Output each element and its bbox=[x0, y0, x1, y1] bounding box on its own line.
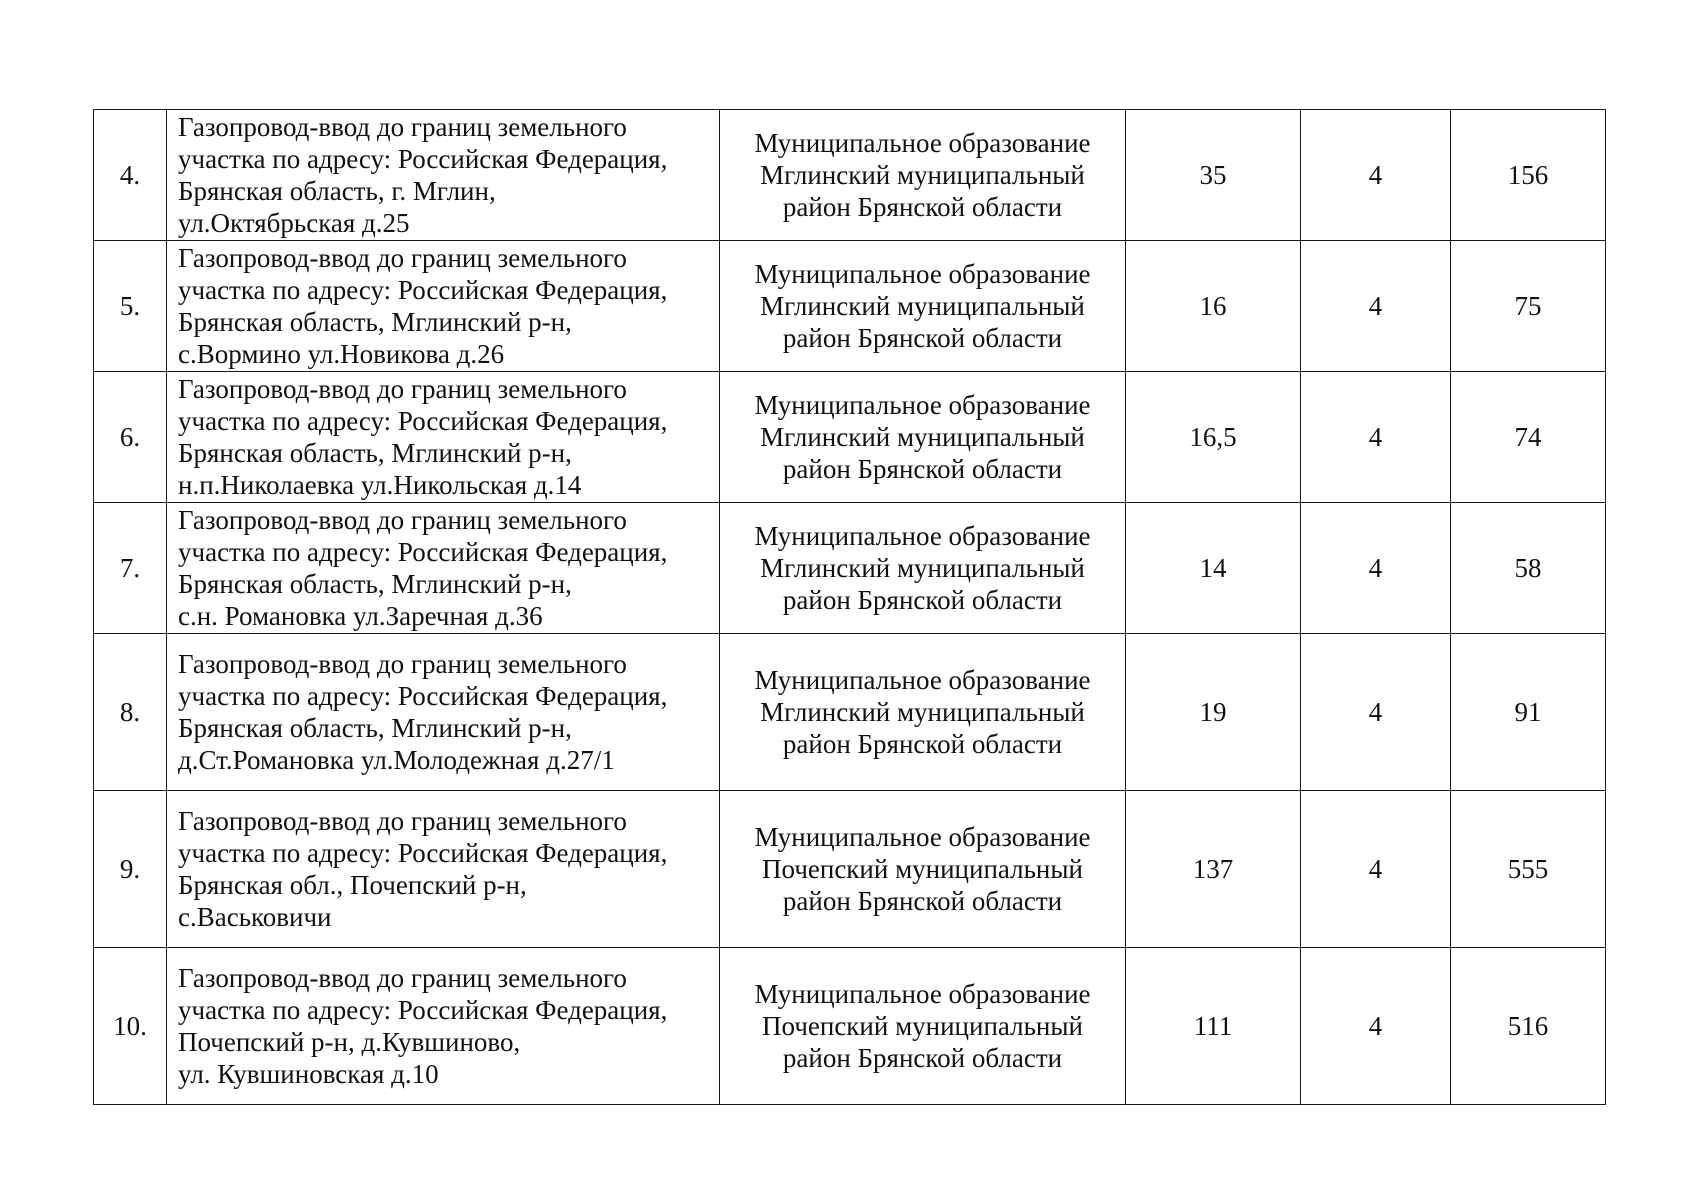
owner-line: Муниципальное образование bbox=[754, 822, 1091, 852]
objects-table bbox=[93, 109, 1606, 1105]
object-name-line: участка по адресу: Российская Федерация, bbox=[178, 537, 668, 567]
object-name-line: Брянская область, Мглинский р-н, bbox=[178, 713, 572, 743]
object-name-line: Газопровод-ввод до границ земельного bbox=[178, 505, 627, 535]
owner-line: Мглинский муниципальный bbox=[760, 422, 1085, 452]
row-number-cell: 6. bbox=[94, 372, 167, 503]
object-name-cell bbox=[167, 372, 720, 503]
value-cell-col5: 4 bbox=[1301, 791, 1451, 948]
object-name-line: Почепский р-н, д.Кувшиново, bbox=[178, 1027, 521, 1057]
owner-cell bbox=[720, 110, 1126, 241]
object-name-line: с.н. Романовка ул.Заречная д.36 bbox=[178, 601, 543, 631]
value-cell-col5: 4 bbox=[1301, 503, 1451, 634]
object-name-line: Брянская обл., Почепский р-н, bbox=[178, 870, 527, 900]
row-number-cell: 4. bbox=[94, 110, 167, 241]
object-name-line: Брянская область, Мглинский р-н, bbox=[178, 438, 572, 468]
object-name-line: с.Васьковичи bbox=[178, 902, 332, 932]
object-name-line: участка по адресу: Российская Федерация, bbox=[178, 838, 668, 868]
row-number-cell: 10. bbox=[94, 948, 167, 1105]
object-name-cell bbox=[167, 791, 720, 948]
row-number-cell: 9. bbox=[94, 791, 167, 948]
owner-line: Мглинский муниципальный bbox=[760, 553, 1085, 583]
object-name-cell bbox=[167, 948, 720, 1105]
value-cell-col4: 19 bbox=[1126, 634, 1301, 791]
owner-line: Муниципальное образование bbox=[754, 521, 1091, 551]
owner-line: Мглинский муниципальный bbox=[760, 697, 1085, 727]
object-name-line: Газопровод-ввод до границ земельного bbox=[178, 806, 627, 836]
object-name-line: Газопровод-ввод до границ земельного bbox=[178, 963, 627, 993]
table-row bbox=[94, 241, 1606, 372]
value-cell-col6: 74 bbox=[1451, 372, 1606, 503]
object-name-cell bbox=[167, 634, 720, 791]
object-name-line: участка по адресу: Российская Федерация, bbox=[178, 144, 668, 174]
owner-line: район Брянской области bbox=[782, 886, 1063, 916]
object-name-line: Брянская область, г. Мглин, bbox=[178, 176, 496, 206]
object-name-line: ул. Кувшиновская д.10 bbox=[178, 1059, 439, 1089]
value-cell-col5: 4 bbox=[1301, 110, 1451, 241]
object-name-line: участка по адресу: Российская Федерация, bbox=[178, 275, 668, 305]
owner-cell bbox=[720, 634, 1126, 791]
object-name-line: Брянская область, Мглинский р-н, bbox=[178, 307, 572, 337]
value-cell-col5: 4 bbox=[1301, 241, 1451, 372]
owner-line: Муниципальное образование bbox=[754, 259, 1091, 289]
owner-line: район Брянской области bbox=[782, 192, 1063, 222]
object-name-line: Газопровод-ввод до границ земельного bbox=[178, 243, 627, 273]
value-cell-col6: 58 bbox=[1451, 503, 1606, 634]
owner-line: Мглинский муниципальный bbox=[760, 160, 1085, 190]
owner-line: Мглинский муниципальный bbox=[760, 291, 1085, 321]
value-cell-col5: 4 bbox=[1301, 372, 1451, 503]
object-name-line: Газопровод-ввод до границ земельного bbox=[178, 649, 627, 679]
object-name-line: ул.Октябрьская д.25 bbox=[178, 208, 410, 238]
table-row bbox=[94, 110, 1606, 241]
owner-line: район Брянской области bbox=[782, 585, 1063, 615]
table-row bbox=[94, 372, 1606, 503]
row-number-cell: 7. bbox=[94, 503, 167, 634]
table-row bbox=[94, 791, 1606, 948]
object-name-line: н.п.Николаевка ул.Никольская д.14 bbox=[178, 470, 582, 500]
value-cell-col5: 4 bbox=[1301, 948, 1451, 1105]
row-number-cell: 5. bbox=[94, 241, 167, 372]
object-name-line: Брянская область, Мглинский р-н, bbox=[178, 569, 572, 599]
object-name-line: участка по адресу: Российская Федерация, bbox=[178, 681, 668, 711]
object-name-line: с.Вормино ул.Новикова д.26 bbox=[178, 339, 505, 369]
value-cell-col4: 16 bbox=[1126, 241, 1301, 372]
owner-line: Муниципальное образование bbox=[754, 128, 1091, 158]
object-name-cell bbox=[167, 110, 720, 241]
table-row bbox=[94, 503, 1606, 634]
value-cell-col6: 156 bbox=[1451, 110, 1606, 241]
owner-cell bbox=[720, 241, 1126, 372]
object-name-cell bbox=[167, 241, 720, 372]
table-row bbox=[94, 634, 1606, 791]
owner-line: Муниципальное образование bbox=[754, 390, 1091, 420]
value-cell-col4: 111 bbox=[1126, 948, 1301, 1105]
object-name-line: участка по адресу: Российская Федерация, bbox=[178, 995, 668, 1025]
value-cell-col4: 16,5 bbox=[1126, 372, 1301, 503]
value-cell-col6: 75 bbox=[1451, 241, 1606, 372]
owner-line: Муниципальное образование bbox=[754, 979, 1091, 1009]
value-cell-col6: 516 bbox=[1451, 948, 1606, 1105]
table-body bbox=[94, 110, 1606, 1105]
owner-line: район Брянской области bbox=[782, 1043, 1063, 1073]
table-row bbox=[94, 948, 1606, 1105]
owner-line: Почепский муниципальный bbox=[762, 854, 1083, 884]
object-name-line: Газопровод-ввод до границ земельного bbox=[178, 374, 627, 404]
value-cell-col6: 91 bbox=[1451, 634, 1606, 791]
row-number-cell: 8. bbox=[94, 634, 167, 791]
owner-cell bbox=[720, 503, 1126, 634]
owner-line: район Брянской области bbox=[782, 729, 1063, 759]
owner-cell bbox=[720, 948, 1126, 1105]
owner-cell bbox=[720, 791, 1126, 948]
owner-line: Почепский муниципальный bbox=[762, 1011, 1083, 1041]
value-cell-col4: 137 bbox=[1126, 791, 1301, 948]
owner-line: район Брянской области bbox=[782, 323, 1063, 353]
object-name-line: д.Ст.Романовка ул.Молодежная д.27/1 bbox=[178, 745, 615, 775]
object-name-cell bbox=[167, 503, 720, 634]
owner-cell bbox=[720, 372, 1126, 503]
value-cell-col5: 4 bbox=[1301, 634, 1451, 791]
value-cell-col4: 35 bbox=[1126, 110, 1301, 241]
owner-line: Муниципальное образование bbox=[754, 665, 1091, 695]
object-name-line: участка по адресу: Российская Федерация, bbox=[178, 406, 668, 436]
owner-line: район Брянской области bbox=[782, 454, 1063, 484]
value-cell-col4: 14 bbox=[1126, 503, 1301, 634]
value-cell-col6: 555 bbox=[1451, 791, 1606, 948]
object-name-line: Газопровод-ввод до границ земельного bbox=[178, 112, 627, 142]
